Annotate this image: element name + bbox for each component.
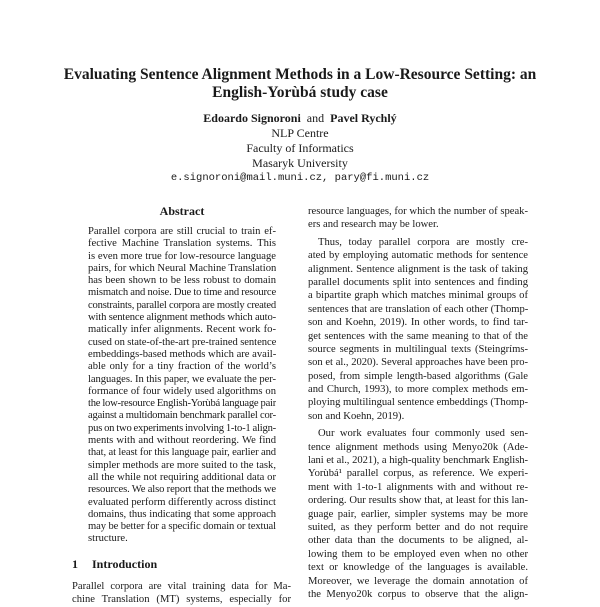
- text-line: Moreover, we leverage the domain annotation of: [308, 575, 528, 587]
- text-line: Parallel corpora are vital training data for Ma-: [72, 581, 291, 592]
- text-line: Thus, today parallel corpora are mostly cre-: [318, 236, 528, 248]
- paragraph: [308, 236, 528, 423]
- section-title: Introduction: [92, 557, 158, 571]
- text-line: tence alignment methods using Menyo20k (Ade-: [308, 441, 528, 453]
- text-line: has been shown to be less robust to domain: [88, 275, 276, 287]
- text-line: formance of four widely used algorithms on: [88, 385, 276, 397]
- text-line: Our work evaluates four commonly used sen-: [318, 428, 528, 440]
- text-line: resource languages, for which the number of speak-: [308, 206, 528, 217]
- text-line: the low-resource English-Yorùbá language pair: [88, 398, 276, 410]
- text-line: all the while not requiring additional data or: [88, 471, 276, 483]
- text-line: suited, as they perform better and do not require: [308, 521, 528, 533]
- author: Pavel Rychlý: [330, 111, 397, 125]
- text-line: the Menyo20k corpus to observe that the align-: [308, 588, 528, 600]
- affiliation-line: NLP Centre: [271, 126, 329, 140]
- author: Edoardo Signoroni: [203, 111, 301, 125]
- text-line: ated by employing automatic methods for sentence: [308, 250, 528, 262]
- paper-title: [0, 66, 600, 102]
- text-line: pus on two experiments involving 1-to-1 align-: [88, 422, 276, 434]
- text-line: may be better for a specific domain or textual: [88, 521, 276, 533]
- author-conjunction: and: [306, 111, 325, 125]
- text-line: son and Koehn, 2019).: [308, 410, 405, 422]
- text-line: resources. We also report that the methods we: [88, 484, 276, 496]
- title-line: English-Yorùbá study case: [212, 84, 388, 101]
- text-line: simpler methods are more suited to the task,: [88, 459, 276, 471]
- text-line: Parallel corpora are still crucial to train ef-: [88, 226, 276, 237]
- text-line: pairs, for which Neural Machine Translation: [88, 262, 276, 274]
- text-line: ordering. Our results show that, at least for this lan-: [308, 495, 528, 507]
- text-line: that, at least for this language pair, earlier and: [88, 447, 276, 459]
- intro-body: [72, 580, 291, 607]
- text-line: constraints, parallel corpora are mostly created: [88, 299, 276, 311]
- right-column: [308, 205, 528, 601]
- section-heading: [72, 557, 171, 572]
- text-line: posed, from simple length-based algorithms (Gale: [308, 370, 528, 382]
- text-line: son et al., 2020). Several approaches have been pro-: [308, 357, 528, 369]
- text-line: ments with and without reordering. We find: [88, 435, 276, 447]
- text-line: ment with 1-to-1 alignments with and without re-: [308, 481, 528, 493]
- text-line: able only for a tiny fraction of the world’s: [88, 361, 276, 373]
- text-line: chine Translation (MT) systems, especially for: [72, 594, 291, 606]
- author-emails: e.signoroni@mail.muni.cz, pary@fi.muni.cz: [170, 172, 430, 184]
- affiliation: [0, 126, 600, 186]
- text-line: sentences that are translation of each other (Thomp-: [308, 303, 528, 315]
- text-line: against a multidomain benchmark parallel cor-: [88, 410, 276, 422]
- text-line: lani et al., 2021), a high-quality benchmark English-: [308, 455, 528, 467]
- text-line: mismatch and noise. Due to time and resource: [88, 287, 276, 299]
- text-line: other data than the documents to be aligned, al-: [308, 535, 528, 547]
- text-line: embeddings-based methods which are avail-: [88, 348, 276, 360]
- paragraph: [308, 205, 528, 232]
- authors: [0, 111, 600, 126]
- text-line: a bipartite graph which matches minimal groups of: [308, 290, 528, 302]
- paragraph: [308, 427, 528, 601]
- text-line: lowing them to be employed even when no other: [308, 548, 528, 560]
- abstract-body: [88, 226, 276, 546]
- text-line: Yorùbá¹ parallel corpus, as reference. We experi-: [308, 468, 528, 480]
- text-line: is even more true for low-resource language: [88, 250, 276, 262]
- section-number: 1: [72, 557, 78, 571]
- affiliation-line: Masaryk University: [252, 156, 348, 170]
- text-line: evaluated perform differently across distinct: [88, 496, 276, 508]
- text-line: ers and research may be lower.: [308, 219, 439, 231]
- text-line: structure.: [88, 533, 128, 545]
- title-line: Evaluating Sentence Alignment Methods in a Low-Resource Setting: an: [63, 66, 537, 83]
- text-line: and Church, 1993), to more complex methods em-: [308, 384, 528, 396]
- text-line: get sentences with the same meaning to that of the: [308, 330, 528, 342]
- text-line: fective Machine Translation systems. This: [88, 238, 276, 250]
- text-line: guage pair, earlier, simpler systems may be more: [308, 508, 528, 520]
- text-line: with sentence alignment methods which auto-: [88, 312, 276, 324]
- text-line: source segments in multilingual texts (Steingríms-: [308, 343, 528, 355]
- text-line: ploying multilingual sentence embeddings (Thomp-: [308, 397, 528, 409]
- affiliation-line: Faculty of Informatics: [246, 141, 354, 155]
- text-line: domains, thus indicating that some approach: [88, 508, 276, 520]
- text-line: text or knowledge of the languages is available.: [308, 562, 528, 574]
- text-line: parallel documents split into sentences and finding: [308, 276, 528, 288]
- text-line: son and Koehn, 2019). In other words, to find tar-: [308, 317, 528, 329]
- text-line: alignment. Sentence alignment is the task of taking: [308, 263, 528, 275]
- abstract-heading: Abstract: [159, 204, 205, 218]
- text-line: cused on state-of-the-art pre-trained sentence: [88, 336, 276, 348]
- text-line: matically infer alignments. Recent work fo-: [88, 324, 276, 336]
- text-line: languages. In this paper, we evaluate the per-: [88, 373, 276, 385]
